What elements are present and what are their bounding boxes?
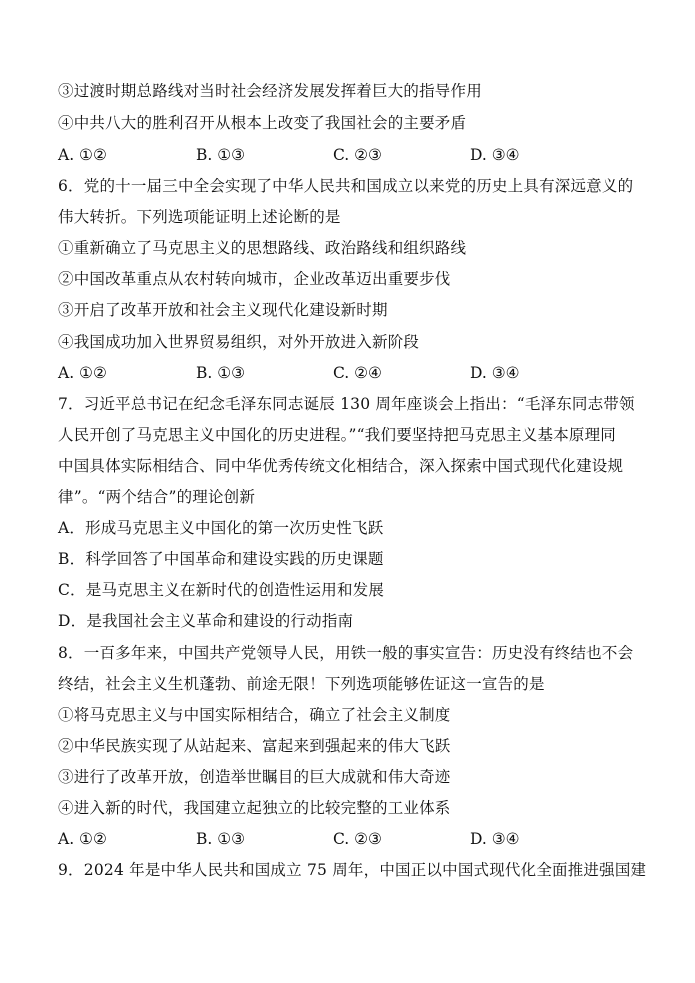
- q7-stem-line-4: 律”。“两个结合”的理论创新: [58, 488, 256, 506]
- option-c: C. ②③: [333, 146, 382, 164]
- q7-stem-line-1: 7．习近平总书记在纪念毛泽东同志诞辰 130 周年座谈会上指出：“毛泽东同志带领: [58, 395, 635, 413]
- q7-option-b: B．科学回答了中国革命和建设实践的历史课题: [58, 550, 384, 568]
- q6-option-d: D. ③④: [470, 364, 520, 382]
- q6-statement-2: ②中国改革重点从农村转向城市，企业改革迈出重要步伐: [58, 270, 451, 288]
- q7-option-a: A．形成马克思主义中国化的第一次历史性飞跃: [58, 519, 384, 537]
- q6-stem-line-1: 6．党的十一届三中全会实现了中华人民共和国成立以来党的历史上具有深远意义的: [58, 177, 634, 195]
- q6-statement-3: ③开启了改革开放和社会主义现代化建设新时期: [58, 301, 388, 319]
- q8-statement-4: ④进入新的时代，我国建立起独立的比较完整的工业体系: [58, 799, 451, 817]
- q6-statement-4: ④我国成功加入世界贸易组织，对外开放进入新阶段: [58, 333, 420, 351]
- q6-option-a: A. ①②: [58, 364, 107, 382]
- q8-option-d: D. ③④: [470, 830, 520, 848]
- q6-statement-1: ①重新确立了马克思主义的思想路线、政治路线和组织路线: [58, 239, 467, 257]
- q9-stem-line-1: 9．2024 年是中华人民共和国成立 75 周年，中国正以中国式现代化全面推进强国建: [58, 861, 647, 879]
- q7-stem-line-3: 中国具体实际相结合、同中华优秀传统文化相结合，深入探索中国式现代化建设规: [58, 457, 624, 475]
- q7-option-c: C．是马克思主义在新时代的创造性运用和发展: [58, 581, 385, 599]
- q8-option-a: A. ①②: [58, 830, 107, 848]
- q8-stem-line-1: 8．一百多年来，中国共产党领导人民，用铁一般的事实宣告：历史没有终结也不会: [58, 644, 634, 662]
- q7-option-d: D．是我国社会主义革命和建设的行动指南: [58, 612, 354, 630]
- q6-option-c: C. ②④: [333, 364, 382, 382]
- option-d: D. ③④: [470, 146, 520, 164]
- statement-3: ③过渡时期总路线对当时社会经济发展发挥着巨大的指导作用: [58, 82, 482, 100]
- q8-statement-3: ③进行了改革开放，创造举世瞩目的巨大成就和伟大奇迹: [58, 768, 451, 786]
- q8-stem-line-2: 终结，社会主义生机蓬勃、前途无限！下列选项能够佐证这一宣告的是: [58, 675, 545, 693]
- q8-option-b: B. ①③: [196, 830, 246, 848]
- option-b: B. ①③: [196, 146, 246, 164]
- q8-option-c: C. ②③: [333, 830, 382, 848]
- option-a: A. ①②: [58, 146, 107, 164]
- q6-stem-line-2: 伟大转折。下列选项能证明上述论断的是: [58, 208, 341, 226]
- q7-stem-line-2: 人民开创了马克思主义中国化的历史进程。”“我们要坚持把马克思主义基本原理同: [58, 426, 617, 444]
- statement-4: ④中共八大的胜利召开从根本上改变了我国社会的主要矛盾: [58, 114, 467, 132]
- q8-statement-1: ①将马克思主义与中国实际相结合，确立了社会主义制度: [58, 706, 451, 724]
- q6-option-b: B. ①③: [196, 364, 246, 382]
- q8-statement-2: ②中华民族实现了从站起来、富起来到强起来的伟大飞跃: [58, 737, 451, 755]
